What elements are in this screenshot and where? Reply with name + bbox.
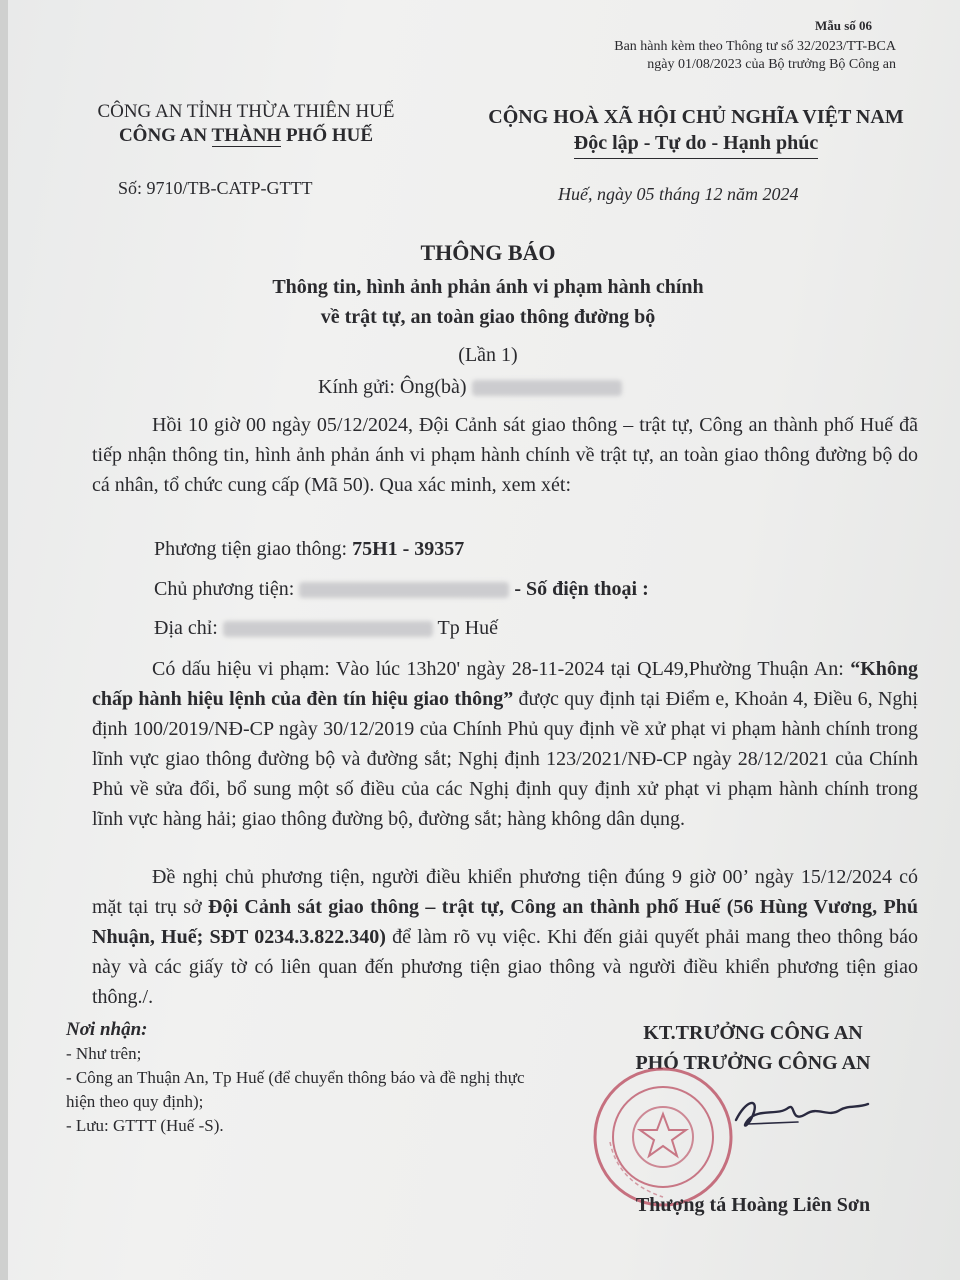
vehicle-label: Phương tiện giao thông: [154,538,353,560]
vehicle-field [154,538,464,561]
request-location: Đội Cảnh sát giao thông – trật tự, Công an thành phố Huế (56 Hùng Vương, Phú Nhuận, Huế; SĐT 0234.3.822.340) [92,896,918,948]
violation-description: “Không chấp hành hiệu lệnh của đèn tín hiệu giao thông” [92,658,918,710]
phone-label: - Số điện thoại : [509,578,649,600]
doc-number-value: 9710/TB-CATP-GTTT [146,178,313,198]
addressee [318,376,622,399]
recipients-block [66,1018,526,1138]
violation-text: Có dấu hiệu vi phạm: Vào lúc 13h20' ngày 28-11-2024 tại QL49,Phường Thuận An: [152,658,851,680]
recipients-title: Nơi nhận: [66,1019,148,1040]
document-page [8,0,960,1280]
violation-legal-basis: được quy định tại Điểm e, Khoản 4, Điều 6, Nghị định 100/2019/NĐ-CP ngày 30/12/2019 của Chính Phủ quy định về xử phạt vi phạm hành chính trong lĩnh vực giao thông đường bộ và đường sắt; Nghị định 123/2021/NĐ-CP ngày 28/12/2021 của Chính Phủ về sửa đổi, bổ sung một số điều của các Nghị định quy định xử phạt vi phạm hành chính trong lĩnh vực hàng hải; giao thông đường bộ, đường sắt; hàng không dân dụng. [92,688,918,830]
addressee-label: Kính gửi: Ông(bà) [318,376,467,398]
document-number [118,178,313,199]
issuing-agency [66,100,426,148]
form-basis-line2: ngày 01/08/2023 của Bộ trưởng Bộ Công an [647,57,896,72]
agency-parent: CÔNG AN TỈNH THỪA THIÊN HUẾ [97,101,395,122]
address-city: Tp Huế [432,617,499,639]
redacted-owner [299,582,509,598]
redacted-name [472,380,622,396]
handwritten-signature [728,1090,878,1140]
subtitle-line2: về trật tự, an toàn giao thông đường bộ [320,306,656,328]
owner-field [154,578,649,601]
address-field [154,617,498,640]
redacted-address [223,621,433,637]
signer-name: Thượng tá Hoàng Liên Sơn [635,1194,871,1216]
vehicle-plate: 75H1 - 39357 [352,538,465,560]
recipient-item: - Như trên; [66,1044,142,1063]
dateline: Huế, ngày 05 tháng 12 năm 2024 [558,184,799,204]
agency-main [66,124,426,148]
recipient-item: - Lưu: GTTT (Huế -S). [66,1116,224,1135]
form-basis-line1: Ban hành kèm theo Thông tư số 32/2023/TT-BCA [614,39,896,54]
signature-line2: PHÓ TRƯỞNG CÔNG AN [635,1052,871,1074]
request-text-end: để làm rõ vụ việc. Khi đến giải quyết phải mang theo thông báo này và các giấy tờ có liên quan đến phương tiện giao thông và người điều khiển phương tiện giao thông./. [92,926,918,1008]
address-label: Địa chỉ: [154,617,223,639]
nation-motto: Độc lập - Tự do - Hạnh phúc [574,130,818,159]
paragraph-violation [92,654,918,834]
paragraph-intro: Hồi 10 giờ 00 ngày 05/12/2024, Đội Cảnh sát giao thông – trật tự, Công an thành phố Huế đã tiếp nhận thông tin, hình ảnh phản ánh vi phạm hành chính về trật tự, an toàn giao thông đường bộ do cá nhân, tổ chức cung cấp (Mã 50). Qua xác minh, xem xét: [92,414,918,496]
national-heading [456,104,936,159]
request-text: Đề nghị chủ phương tiện, người điều khiển phương tiện đúng 9 giờ 00’ ngày 15/12/2024 có mặt tại trụ sở [92,866,918,918]
form-number: Mẫu số 06 [814,18,872,33]
nation-name: CỘNG HOÀ XÃ HỘI CHỦ NGHĨA VIỆT NAM [488,106,904,128]
page-title: THÔNG BÁO [420,240,556,265]
official-seal-stamp [588,1062,738,1212]
page-subtitle [8,272,960,332]
agency-main-part: CÔNG AN [118,125,212,146]
doc-number-label: Số: [118,178,143,198]
issue-number: (Lần 1) [458,344,518,366]
signature-line1: KT.TRƯỞNG CÔNG AN [643,1022,863,1044]
paragraph-request [92,862,918,1012]
owner-label: Chủ phương tiện: [154,578,300,600]
agency-main-part: PHỐ HUẾ [281,125,374,146]
form-basis [614,38,896,74]
subtitle-line1: Thông tin, hình ảnh phản ánh vi phạm hành chính [272,276,704,298]
agency-main-part: THÀNH [211,125,282,146]
recipient-item: - Công an Thuận An, Tp Huế (để chuyển thông báo và đề nghị thực hiện theo quy định); [66,1068,525,1111]
